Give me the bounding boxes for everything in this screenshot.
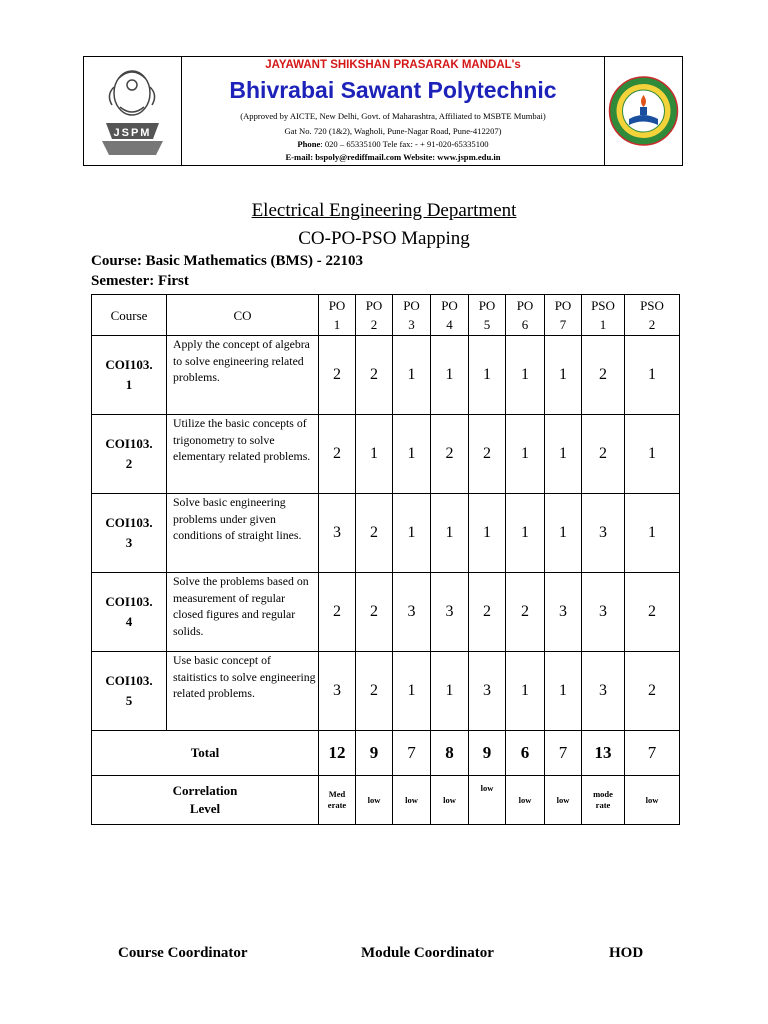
- phone-line: [182, 139, 604, 150]
- cell-line: COI103.: [105, 673, 153, 688]
- cell-line: 4: [446, 317, 453, 332]
- approval-line: (Approved by AICTE, New Delhi, Govt. of Maharashtra, Affiliated to MSBTE Mumbai): [240, 111, 546, 121]
- header-row: [92, 295, 680, 336]
- cell-line: 2: [370, 317, 378, 332]
- mapping-value: 2: [431, 415, 469, 494]
- correlation-label: [92, 776, 319, 825]
- module-coordinator-signature: Module Coordinator: [361, 945, 494, 961]
- cell-line: 6: [521, 317, 529, 332]
- total-value: 7: [545, 731, 582, 776]
- mapping-heading: CO-PO-PSO Mapping: [298, 228, 470, 249]
- mapping-value: 1: [431, 336, 469, 415]
- column-header: [506, 295, 545, 336]
- course-outcome-description: Utilize the basic concepts of trigonometry to solve elementary related problems.: [173, 416, 311, 463]
- mapping-value: 1: [393, 652, 431, 731]
- mapping-value: 2: [356, 652, 393, 731]
- cell-line: PSO: [591, 298, 615, 313]
- mapping-value: 2: [319, 415, 356, 494]
- column-header: [92, 295, 167, 336]
- course-title: Course: Basic Mathematics (BMS) - 22103: [91, 253, 364, 269]
- department-heading: Electrical Engineering Department: [251, 200, 517, 221]
- cell-line: PO: [328, 298, 346, 313]
- cell-line: 7: [559, 317, 567, 332]
- total-label: Total: [92, 731, 319, 776]
- mapping-value: 1: [545, 494, 582, 573]
- svg-text:JSPM: JSPM: [113, 127, 152, 139]
- mapping-value: 1: [506, 652, 545, 731]
- course-outcome-description: Use basic concept of staitistics to solve engineering related problems.: [173, 653, 316, 700]
- mapping-value: 1: [545, 415, 582, 494]
- column-header: [582, 295, 625, 336]
- email-website-line: E-mail: bspoly@rediffmail.com Website: www.jspm.edu.in: [285, 152, 501, 162]
- cell-line: PSO: [640, 298, 664, 313]
- cell-line: PO: [516, 298, 534, 313]
- mapping-value: 2: [469, 573, 506, 652]
- cell-line: 1: [333, 317, 341, 332]
- course-outcome-id: [92, 652, 167, 731]
- cell-line: COI103.: [105, 436, 153, 451]
- cell-line: 3: [125, 535, 133, 550]
- mapping-value: 3: [582, 494, 625, 573]
- mapping-value: 1: [625, 415, 680, 494]
- cell-line: 2: [648, 317, 656, 332]
- correlation-value: [393, 776, 431, 825]
- mapping-value: 1: [545, 336, 582, 415]
- course-outcome-description: Apply the concept of algebra to solve engineering related problems.: [173, 337, 310, 384]
- cell-line: low: [518, 794, 532, 805]
- mapping-value: 1: [356, 415, 393, 494]
- mapping-value: 1: [393, 494, 431, 573]
- cell-line: mode: [593, 789, 613, 799]
- jspm-logo: [84, 57, 182, 165]
- mapping-value: 2: [625, 573, 680, 652]
- mapping-value: 1: [506, 494, 545, 573]
- column-header: [625, 295, 680, 336]
- mapping-value: 1: [431, 652, 469, 731]
- column-header: [319, 295, 356, 336]
- cell-line: Med: [328, 789, 346, 799]
- society-name: JAYAWANT SHIKSHAN PRASARAK MANDAL's: [265, 59, 521, 71]
- mapping-value: 3: [393, 573, 431, 652]
- cell-line: 1: [599, 317, 607, 332]
- cell-line: 5: [483, 317, 491, 332]
- mapping-value: 2: [625, 652, 680, 731]
- correlation-value: [469, 776, 506, 825]
- table-row: [92, 336, 680, 415]
- mapping-value: 1: [625, 494, 680, 573]
- mapping-value: 3: [431, 573, 469, 652]
- cell-line: COI103.: [105, 357, 153, 372]
- mapping-value: 2: [582, 415, 625, 494]
- course-outcome-description: Solve the problems based on measurement of regular closed figures and regular solids.: [173, 574, 309, 638]
- mapping-value: 1: [545, 652, 582, 731]
- course-outcome-description: Solve basic engineering problems under given conditions of straight lines.: [173, 495, 302, 542]
- table-row: [92, 652, 680, 731]
- course-outcome-text: [167, 652, 319, 731]
- cell-line: erate: [327, 800, 347, 810]
- mapping-value: 3: [319, 652, 356, 731]
- semester-label: Semester: First: [91, 273, 189, 289]
- mapping-value: 2: [356, 573, 393, 652]
- mapping-value: 3: [319, 494, 356, 573]
- cell-line: COI103.: [105, 594, 153, 609]
- mapping-value: 2: [582, 336, 625, 415]
- column-header: [469, 295, 506, 336]
- mapping-value: 1: [469, 336, 506, 415]
- cell-line: 4: [125, 614, 133, 629]
- cell-line: 2: [125, 456, 133, 471]
- cell-line: low: [443, 794, 456, 805]
- mapping-value: 3: [469, 652, 506, 731]
- letterhead: [83, 56, 683, 166]
- co-po-pso-mapping-table: [91, 294, 680, 825]
- cell-line: low: [367, 794, 381, 805]
- total-value: 12: [319, 731, 356, 776]
- phone-value: : 020 – 65335100 Tele fax: - + 91-020-65335100: [320, 139, 489, 149]
- cell-line: Level: [189, 801, 221, 816]
- mapping-value: 3: [545, 573, 582, 652]
- column-header: [431, 295, 469, 336]
- table-row: [92, 494, 680, 573]
- total-value: 7: [393, 731, 431, 776]
- course-outcome-text: [167, 415, 319, 494]
- column-header: [167, 295, 319, 336]
- mapping-value: 2: [506, 573, 545, 652]
- mapping-value: 1: [393, 336, 431, 415]
- hod-signature: HOD: [609, 945, 644, 961]
- cell-line: low: [645, 794, 659, 805]
- mapping-value: 1: [625, 336, 680, 415]
- course-outcome-text: [167, 336, 319, 415]
- institute-name: Bhivrabai Sawant Polytechnic: [229, 77, 557, 103]
- cell-line: PO: [365, 298, 383, 313]
- correlation-value: [625, 776, 680, 825]
- cell-line: low: [556, 794, 570, 805]
- table-row: [92, 573, 680, 652]
- table-row: [92, 415, 680, 494]
- total-row: [92, 731, 680, 776]
- mapping-value: 1: [506, 415, 545, 494]
- phone-label: Phone: [297, 139, 321, 149]
- mapping-value: 1: [393, 415, 431, 494]
- cell-line: COI103.: [105, 515, 153, 530]
- column-header: [393, 295, 431, 336]
- correlation-row: [92, 776, 680, 825]
- course-outcome-id: [92, 415, 167, 494]
- mapping-value: 2: [319, 336, 356, 415]
- total-value: 9: [356, 731, 393, 776]
- total-value: 9: [469, 731, 506, 776]
- address-line: Gat No. 720 (1&2), Wagholi, Pune-Nagar Road, Pune-412207): [284, 126, 502, 136]
- cell-line: 3: [408, 317, 415, 332]
- mapping-value: 2: [356, 494, 393, 573]
- course-outcome-id: [92, 573, 167, 652]
- course-outcome-id: [92, 336, 167, 415]
- total-value: 8: [431, 731, 469, 776]
- polytechnic-emblem: [604, 57, 682, 165]
- mapping-value: 1: [431, 494, 469, 573]
- total-value: 7: [625, 731, 680, 776]
- cell-line: CO: [233, 307, 252, 323]
- course-outcome-text: [167, 494, 319, 573]
- mapping-value: 1: [469, 494, 506, 573]
- mapping-value: 1: [506, 336, 545, 415]
- cell-line: PO: [403, 298, 420, 313]
- correlation-value: [506, 776, 545, 825]
- course-outcome-text: [167, 573, 319, 652]
- total-value: 6: [506, 731, 545, 776]
- course-outcome-id: [92, 494, 167, 573]
- cell-line: 5: [125, 693, 133, 708]
- mapping-value: 3: [582, 652, 625, 731]
- cell-line: Course: [110, 307, 148, 323]
- correlation-value: [356, 776, 393, 825]
- cell-line: PO: [441, 298, 458, 313]
- cell-line: PO: [478, 298, 496, 313]
- correlation-value: [319, 776, 356, 825]
- column-header: [545, 295, 582, 336]
- cell-line: 1: [125, 377, 133, 392]
- total-value: 13: [582, 731, 625, 776]
- cell-line: PO: [554, 298, 572, 313]
- column-header: [356, 295, 393, 336]
- correlation-value: [431, 776, 469, 825]
- cell-line: rate: [595, 800, 611, 810]
- correlation-value: [582, 776, 625, 825]
- mapping-value: 2: [319, 573, 356, 652]
- cell-line: low: [480, 783, 494, 793]
- correlation-value: [545, 776, 582, 825]
- course-coordinator-signature: Course Coordinator: [118, 945, 248, 961]
- cell-line: low: [405, 794, 418, 805]
- mapping-value: 2: [469, 415, 506, 494]
- mapping-value: 3: [582, 573, 625, 652]
- mapping-value: 2: [356, 336, 393, 415]
- cell-line: Correlation: [172, 783, 238, 798]
